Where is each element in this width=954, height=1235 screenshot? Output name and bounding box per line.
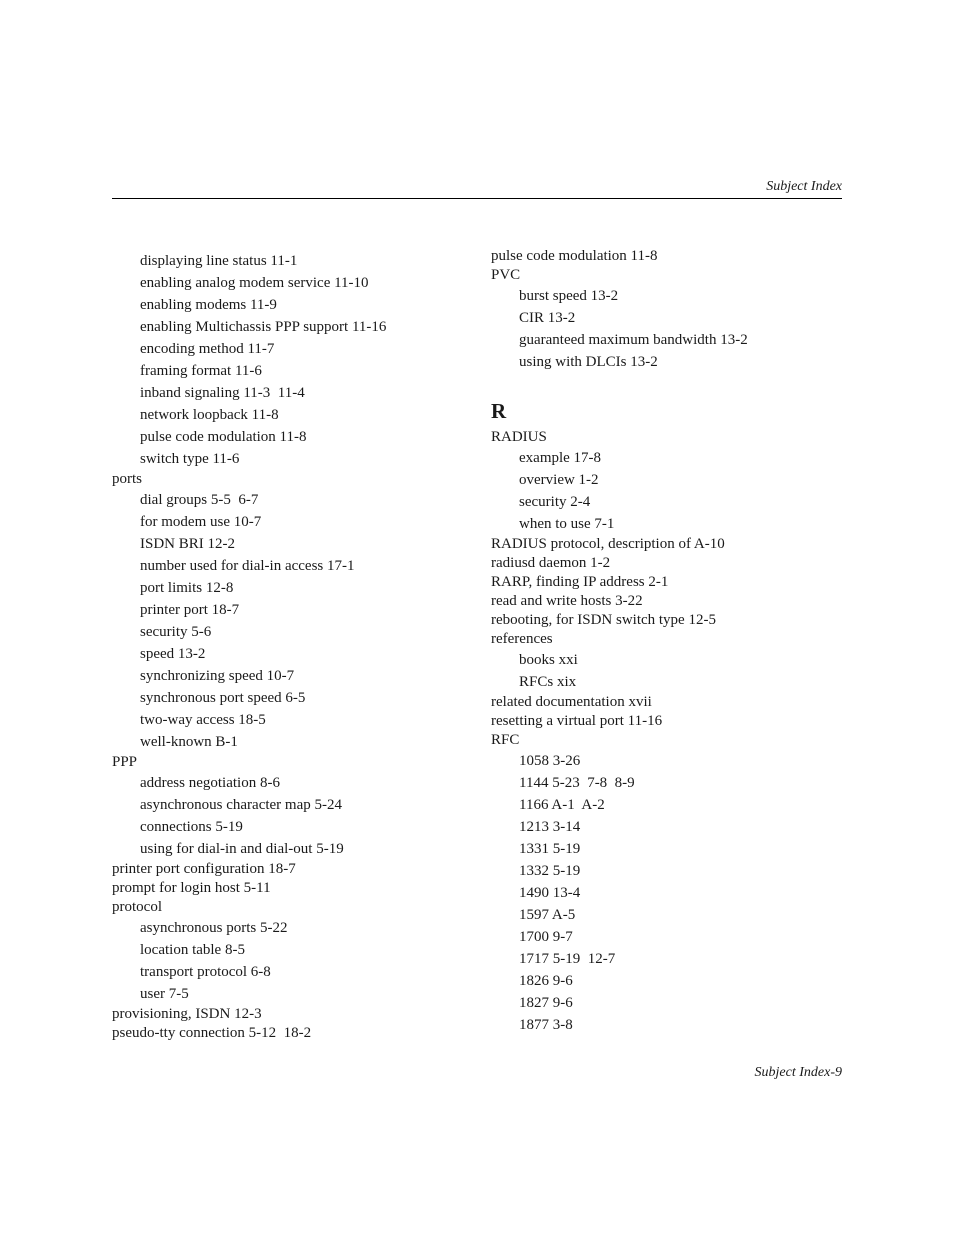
index-subentry: security 2-4 bbox=[519, 494, 591, 510]
index-entry: pseudo-tty connection 5-12 18-2 bbox=[112, 1025, 312, 1041]
index-entry: related documentation xvii bbox=[491, 694, 652, 710]
index-subentry: security 5-6 bbox=[140, 624, 212, 640]
index-subentry: 1700 9-7 bbox=[519, 929, 573, 945]
index-subentry: overview 1-2 bbox=[519, 472, 599, 488]
index-subentry: 1331 5-19 bbox=[519, 841, 581, 857]
index-subentry: enabling modems 11-9 bbox=[140, 297, 277, 313]
index-subentry: enabling analog modem service 11-10 bbox=[140, 275, 369, 291]
index-subentry: two-way access 18-5 bbox=[140, 712, 266, 728]
index-subentry: CIR 13-2 bbox=[519, 310, 576, 326]
index-subentry: synchronous port speed 6-5 bbox=[140, 690, 306, 706]
index-entry: RADIUS bbox=[491, 429, 547, 445]
index-subentry: 1058 3-26 bbox=[519, 753, 581, 769]
index-subentry: for modem use 10-7 bbox=[140, 514, 262, 530]
index-subentry: books xxi bbox=[519, 652, 578, 668]
index-subentry: location table 8-5 bbox=[140, 942, 245, 958]
index-subentry: dial groups 5-5 6-7 bbox=[140, 492, 259, 508]
index-entry: pulse code modulation 11-8 bbox=[491, 248, 658, 264]
index-subentry: address negotiation 8-6 bbox=[140, 775, 280, 791]
index-entry: printer port configuration 18-7 bbox=[112, 861, 296, 877]
index-subentry: well-known B-1 bbox=[140, 734, 238, 750]
index-subentry: pulse code modulation 11-8 bbox=[140, 429, 307, 445]
index-subentry: transport protocol 6-8 bbox=[140, 964, 271, 980]
index-subentry: 1144 5-23 7-8 8-9 bbox=[519, 775, 635, 791]
index-entry: references bbox=[491, 631, 553, 647]
index-subentry: example 17-8 bbox=[519, 450, 602, 466]
index-subentry: 1827 9-6 bbox=[519, 995, 573, 1011]
index-subentry: guaranteed maximum bandwidth 13-2 bbox=[519, 332, 748, 348]
index-subentry: encoding method 11-7 bbox=[140, 341, 275, 357]
index-subentry: using for dial-in and dial-out 5-19 bbox=[140, 841, 344, 857]
index-subentry: number used for dial-in access 17-1 bbox=[140, 558, 355, 574]
index-entry: radiusd daemon 1-2 bbox=[491, 555, 611, 571]
index-subentry: RFCs xix bbox=[519, 674, 577, 690]
index-subentry: 1332 5-19 bbox=[519, 863, 581, 879]
index-subentry: burst speed 13-2 bbox=[519, 288, 619, 304]
index-subentry: 1213 3-14 bbox=[519, 819, 581, 835]
index-subentry: when to use 7-1 bbox=[519, 516, 615, 532]
index-entry: RARP, finding IP address 2-1 bbox=[491, 574, 669, 590]
index-subentry: user 7-5 bbox=[140, 986, 189, 1002]
running-header-title: Subject Index bbox=[766, 179, 842, 194]
index-subentry: 1166 A-1 A-2 bbox=[519, 797, 605, 813]
index-subentry: synchronizing speed 10-7 bbox=[140, 668, 295, 684]
index-entry: protocol bbox=[112, 899, 162, 915]
index-subentry: using with DLCIs 13-2 bbox=[519, 354, 658, 370]
index-subentry: inband signaling 11-3 11-4 bbox=[140, 385, 305, 401]
index-subentry: 1490 13-4 bbox=[519, 885, 581, 901]
index-section-letter: R bbox=[491, 399, 507, 423]
index-subentry: asynchronous ports 5-22 bbox=[140, 920, 288, 936]
index-subentry: displaying line status 11-1 bbox=[140, 253, 298, 269]
index-subentry: framing format 11-6 bbox=[140, 363, 262, 379]
index-subentry: printer port 18-7 bbox=[140, 602, 240, 618]
index-subentry: ISDN BRI 12-2 bbox=[140, 536, 236, 552]
index-subentry: asynchronous character map 5-24 bbox=[140, 797, 343, 813]
index-subentry: network loopback 11-8 bbox=[140, 407, 279, 423]
index-entry: RFC bbox=[491, 732, 520, 748]
index-subentry: enabling Multichassis PPP support 11-16 bbox=[140, 319, 387, 335]
page-number-footer: Subject Index-9 bbox=[754, 1065, 842, 1080]
index-entry: PPP bbox=[112, 754, 138, 770]
index-entry: read and write hosts 3-22 bbox=[491, 593, 643, 609]
index-subentry: 1877 3-8 bbox=[519, 1017, 573, 1033]
index-column-right bbox=[491, 247, 851, 1036]
index-entry: PVC bbox=[491, 267, 521, 283]
index-entry: resetting a virtual port 11-16 bbox=[491, 713, 663, 729]
index-column-left bbox=[112, 250, 472, 1043]
index-subentry: 1826 9-6 bbox=[519, 973, 573, 989]
index-subentry: connections 5-19 bbox=[140, 819, 243, 835]
index-subentry: port limits 12-8 bbox=[140, 580, 234, 596]
index-entry: prompt for login host 5-11 bbox=[112, 880, 271, 896]
index-subentry: 1717 5-19 12-7 bbox=[519, 951, 616, 967]
index-entry: provisioning, ISDN 12-3 bbox=[112, 1006, 262, 1022]
index-subentry: 1597 A-5 bbox=[519, 907, 576, 923]
header-rule bbox=[112, 198, 842, 199]
index-entry: ports bbox=[112, 471, 142, 487]
index-subentry: speed 13-2 bbox=[140, 646, 206, 662]
index-entry: RADIUS protocol, description of A-10 bbox=[491, 536, 725, 552]
index-subentry: switch type 11-6 bbox=[140, 451, 240, 467]
index-entry: rebooting, for ISDN switch type 12-5 bbox=[491, 612, 716, 628]
